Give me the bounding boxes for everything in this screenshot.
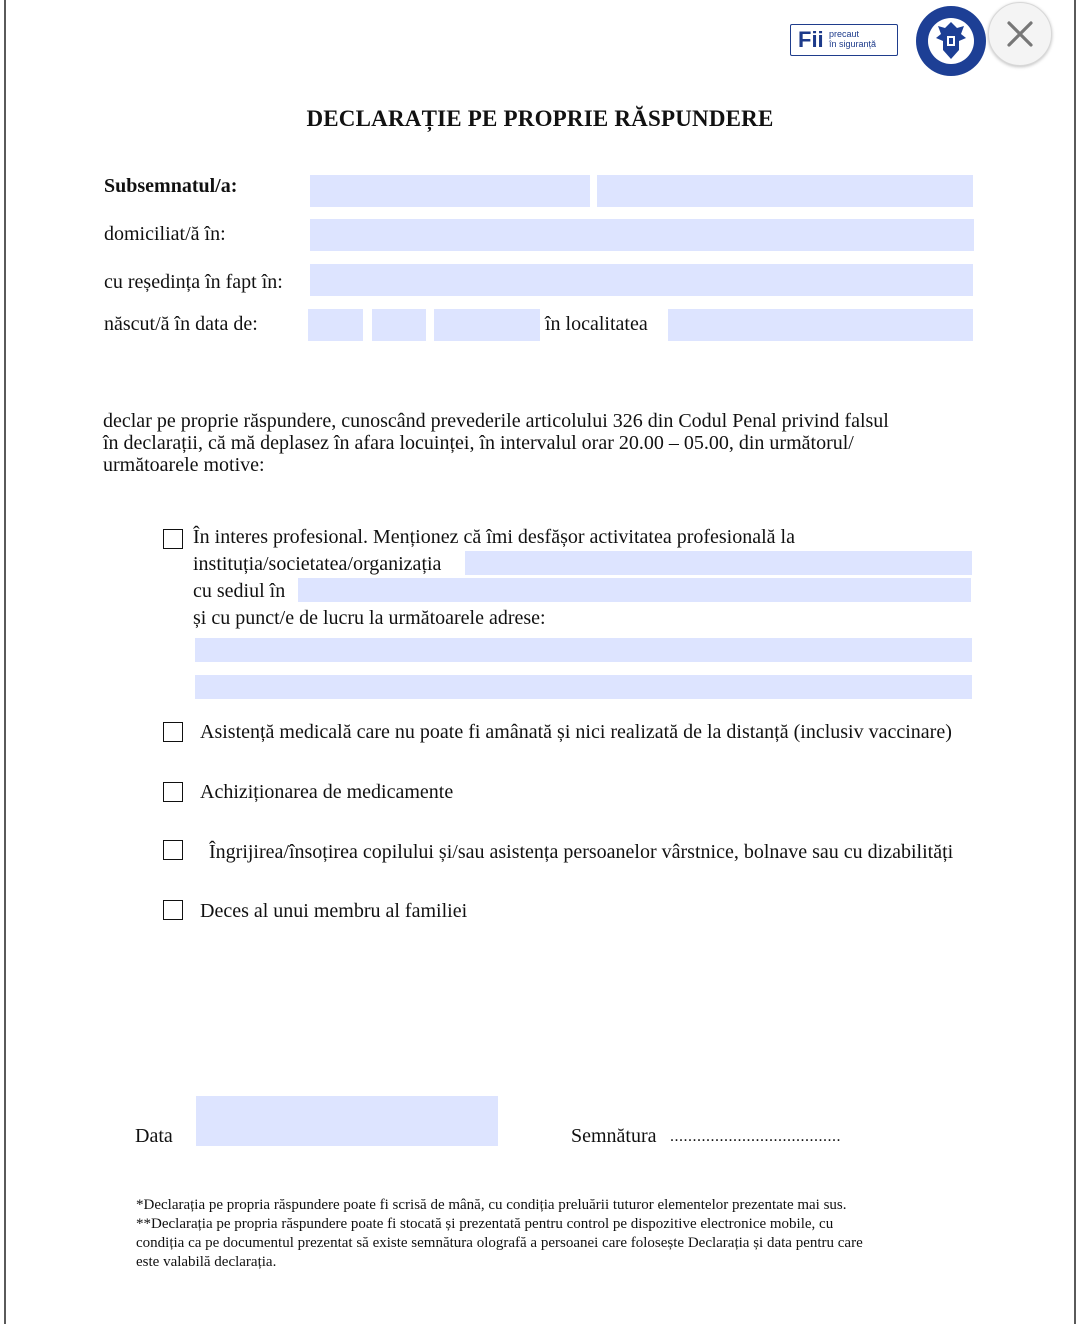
document-left-border	[4, 0, 6, 1324]
professional-checkbox[interactable]	[163, 529, 183, 549]
medication-label: Achiziționarea de medicamente	[200, 781, 454, 803]
logo-main-text: Fii	[798, 27, 824, 52]
date-field[interactable]	[196, 1096, 498, 1146]
footnote-line: **Declarația pe propria răspundere poate fi stocată și prezentată pentru control pe dispozitive electronice mobile, cu	[136, 1216, 834, 1232]
death-checkbox[interactable]	[163, 900, 183, 920]
care-label: Îngrijirea/însoțirea copilului și/sau asistența persoanelor vârstnice, bolnave sau cu dizabilități	[209, 841, 954, 863]
resedinta-label: cu reședința în fapt în:	[104, 271, 283, 293]
work-address-field-2[interactable]	[195, 675, 972, 699]
residence-field[interactable]	[310, 264, 973, 296]
birth-month-field[interactable]	[372, 309, 426, 341]
headquarters-label: cu sediul în	[193, 580, 286, 602]
logo-line1: precaut	[829, 29, 860, 39]
birth-day-field[interactable]	[308, 309, 363, 341]
institution-field[interactable]	[465, 551, 972, 575]
signature-label: Semnătura	[571, 1125, 657, 1147]
headquarters-field[interactable]	[298, 578, 971, 602]
close-icon	[1005, 19, 1035, 49]
footnote-line: *Declarația pe propria răspundere poate fi scrisă de mână, cu condiția preluării tuturor elementelor prezentate mai sus.	[136, 1197, 847, 1213]
declaration-paragraph	[103, 410, 963, 476]
work-addresses-label: și cu punct/e de lucru la următoarele adrese:	[193, 607, 546, 629]
declaration-line: declar pe proprie răspundere, cunoscând prevederile articolului 326 din Codul Penal privind falsul	[103, 410, 889, 432]
nascut-label: născut/ă în data de:	[104, 313, 258, 335]
medical-checkbox[interactable]	[163, 722, 183, 742]
logo-line2: în siguranță	[829, 39, 877, 49]
domiciliat-label: domiciliat/ă în:	[104, 223, 226, 245]
date-label: Data	[135, 1125, 173, 1147]
medication-checkbox[interactable]	[163, 782, 183, 802]
institution-label: instituția/societatea/organizația	[193, 553, 442, 575]
medical-label: Asistență medicală care nu poate fi amânată și nici realizată de la distanță (inclusiv vaccinare)	[200, 721, 952, 743]
signature-line: ......................................	[670, 1128, 841, 1145]
birth-year-field[interactable]	[434, 309, 540, 341]
last-name-field[interactable]	[310, 175, 590, 207]
footnote-line: condiția ca pe documentul prezentat să existe semnătura olografă a persoanei care folosește Declarația și data pentru care	[136, 1235, 863, 1251]
death-label: Deces al unui membru al familiei	[200, 900, 468, 922]
government-emblem-icon	[914, 4, 988, 78]
care-checkbox[interactable]	[163, 840, 183, 860]
document-title: DECLARAȚIE PE PROPRIE RĂSPUNDERE	[306, 106, 774, 131]
professional-label: În interes profesional. Menționez că îmi desfășor activitatea profesională la	[193, 526, 795, 548]
first-name-field[interactable]	[597, 175, 973, 207]
work-address-field-1[interactable]	[195, 638, 972, 662]
subsemnatul-label: Subsemnatul/a:	[104, 175, 238, 197]
fii-precaut-logo	[790, 24, 898, 56]
footnote-line: este valabilă declarația.	[136, 1254, 277, 1270]
close-button[interactable]	[988, 2, 1052, 66]
declaration-line: următoarele motive:	[103, 454, 265, 476]
declaration-line: în declarații, că mă deplasez în afara locuinței, în intervalul orar 20.00 – 05.00, din următorul/	[103, 432, 854, 454]
footnotes	[136, 1196, 996, 1272]
birth-locality-field[interactable]	[668, 309, 973, 341]
domicile-field[interactable]	[310, 219, 974, 251]
document-right-border	[1074, 0, 1076, 1324]
localitatea-label: în localitatea	[545, 313, 648, 335]
